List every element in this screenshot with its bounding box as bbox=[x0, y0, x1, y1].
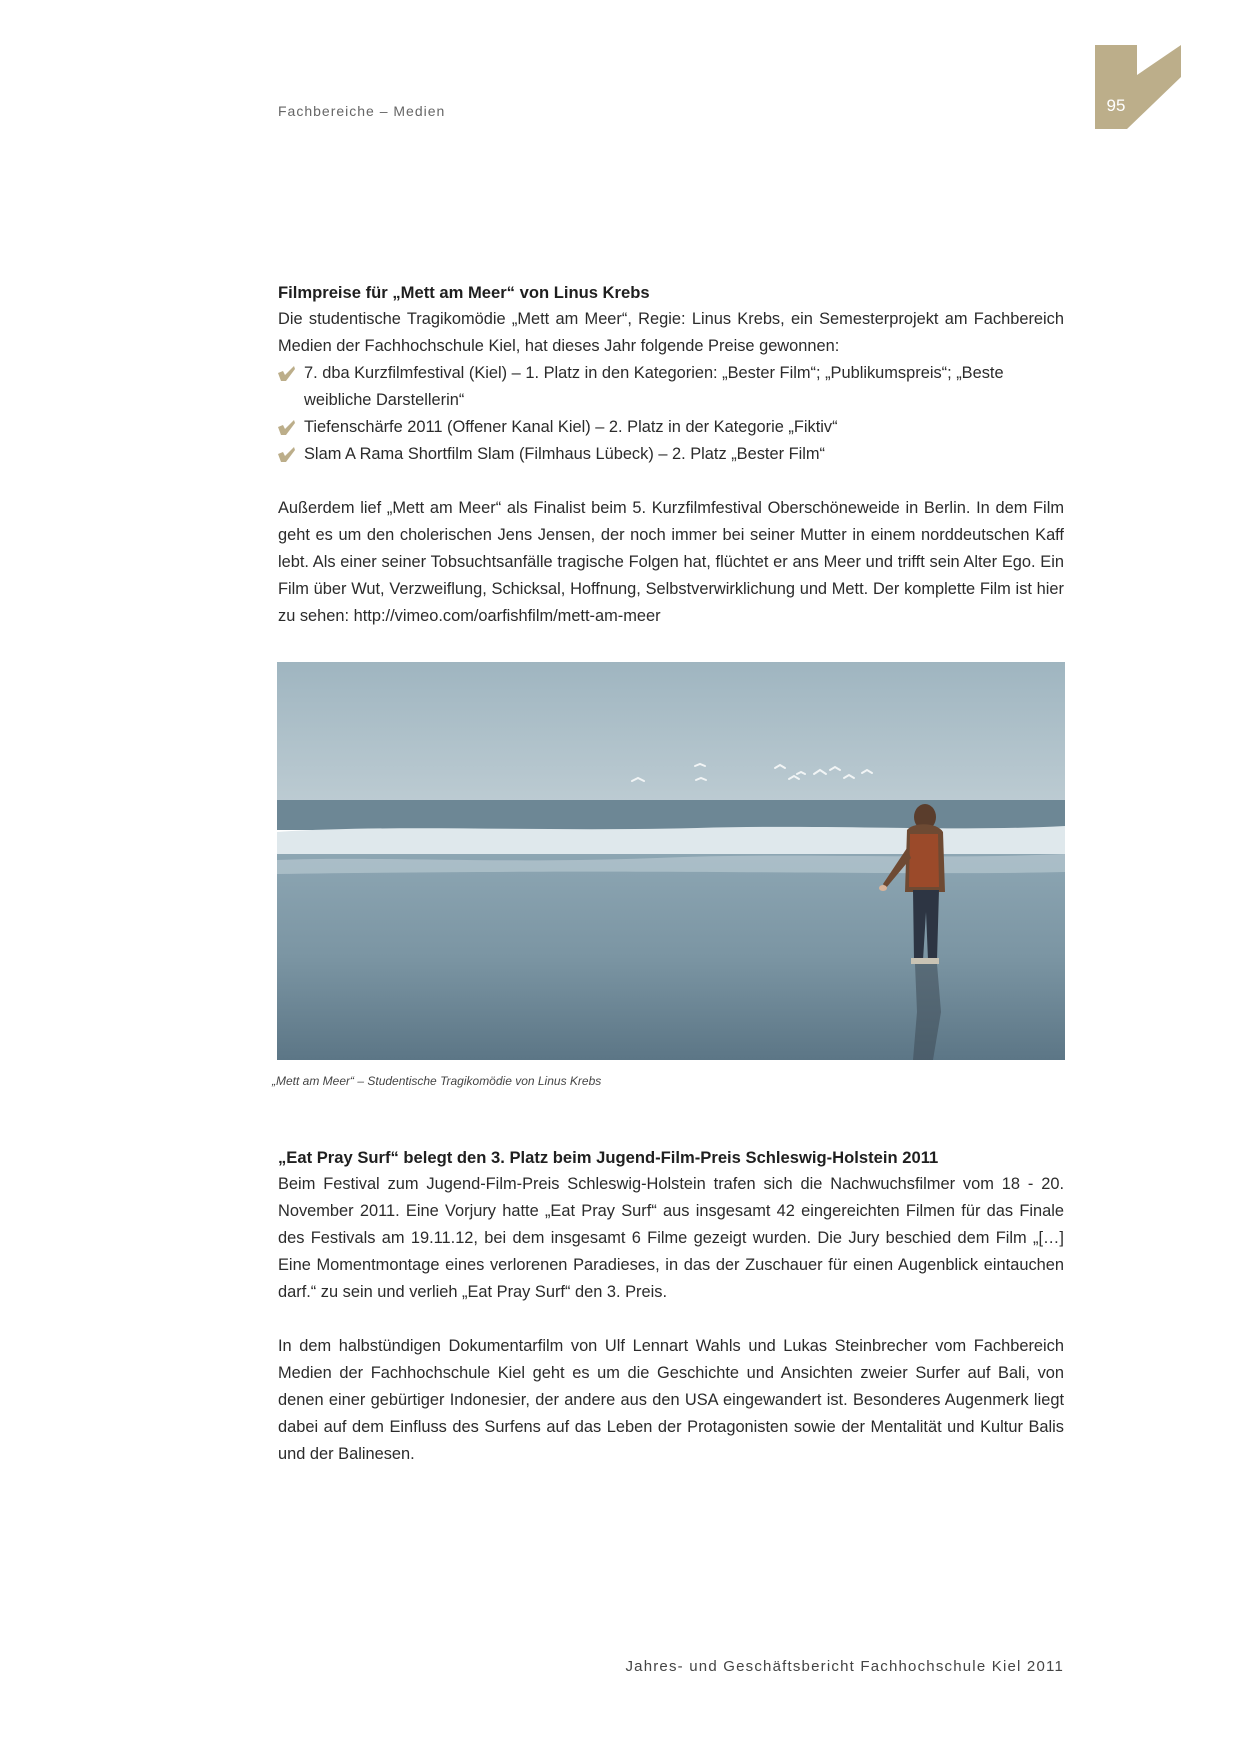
award-list bbox=[278, 360, 1064, 468]
award-text: Slam A Rama Shortfilm Slam (Filmhaus Lübeck) – 2. Platz „Bester Film“ bbox=[304, 445, 826, 463]
list-item bbox=[278, 441, 1064, 468]
page-number-tab bbox=[1095, 45, 1181, 129]
section-title: Filmpreise für „Mett am Meer“ von Linus Krebs bbox=[278, 283, 650, 302]
section-paragraph: In dem halbstündigen Dokumentarfilm von Ulf Lennart Wahls und Lukas Steinbrecher vom Fachbereich Medien der Fachhochschule Kiel geht es um die Geschichte und Ansichten zweier Surfer auf Bali, von denen einer gebürtiger Indonesier, der andere aus den USA eingewandert ist. Besonderes Augenmerk liegt dabei auf dem Einfluss des Surfens auf das Leben der Protagonisten sowie der Mentalität und Kultur Balis und der Balinesen. bbox=[278, 1337, 1064, 1463]
film-still-image bbox=[277, 662, 1065, 1060]
list-item bbox=[278, 360, 1064, 414]
list-item bbox=[278, 414, 1064, 441]
figure-caption: „Mett am Meer“ – Studentische Tragikomödie von Linus Krebs bbox=[272, 1074, 602, 1088]
running-head: Fachbereiche – Medien bbox=[278, 103, 446, 119]
section-paragraph: Beim Festival zum Jugend-Film-Preis Schleswig-Holstein trafen sich die Nachwuchsfilmer vom 18 - 20. November 2011. Eine Vorjury hatte „Eat Pray Surf“ aus insgesamt 42 eingereichten Filmen für das Finale des Festivals am 19.11.12, bei dem insgesamt 6 Filme gezeigt wurden. Die Jury beschied dem Film „[…] Eine Momentmontage eines verlorenen Paradieses, in das der Zuschauer für einen Augenblick eintauchen darf.“ zu sein und verlieh „Eat Pray Surf“ den 3. Preis. bbox=[278, 1175, 1064, 1301]
award-text: 7. dba Kurzfilmfestival (Kiel) – 1. Platz in den Kategorien: „Bester Film“; „Publikumspreis“; „Beste weibliche Darstellerin“ bbox=[304, 364, 1004, 409]
section-paragraph: Außerdem lief „Mett am Meer“ als Finalist beim 5. Kurzfilmfestival Oberschöneweide in Berlin. In dem Film geht es um den cholerischen Jens Jensen, der noch immer bei seiner Mutter in einem norddeutschen Kaff lebt. Als einer seiner Tobsuchtsanfälle tragische Folgen hat, flüchtet er ans Meer und trifft sein Alter Ego. Ein Film über Wut, Verzweiflung, Schicksal, Hoffnung, Selbstverwirklichung und Mett. Der komplette Film ist hier zu sehen: http://vimeo.com/oarfishfilm/mett-am-meer bbox=[278, 499, 1064, 625]
check-bullet-icon bbox=[278, 366, 295, 381]
section-title: „Eat Pray Surf“ belegt den 3. Platz beim Jugend-Film-Preis Schleswig-Holstein 2011 bbox=[278, 1148, 939, 1167]
check-bullet-icon bbox=[278, 420, 295, 435]
page-footer: Jahres- und Geschäftsbericht Fachhochschule Kiel 2011 bbox=[625, 1658, 1064, 1675]
check-bullet-icon bbox=[278, 447, 295, 462]
section-intro: Die studentische Tragikomödie „Mett am Meer“, Regie: Linus Krebs, ein Semesterprojekt am Fachbereich Medien der Fachhochschule Kiel, hat dieses Jahr folgende Preise gewonnen: bbox=[278, 310, 1064, 355]
page-number: 95 bbox=[1106, 96, 1126, 115]
section-eat-pray-surf bbox=[278, 1144, 1064, 1468]
section-mett-am-meer bbox=[278, 279, 1064, 630]
award-text: Tiefenschärfe 2011 (Offener Kanal Kiel) – 2. Platz in der Kategorie „Fiktiv“ bbox=[304, 418, 838, 436]
